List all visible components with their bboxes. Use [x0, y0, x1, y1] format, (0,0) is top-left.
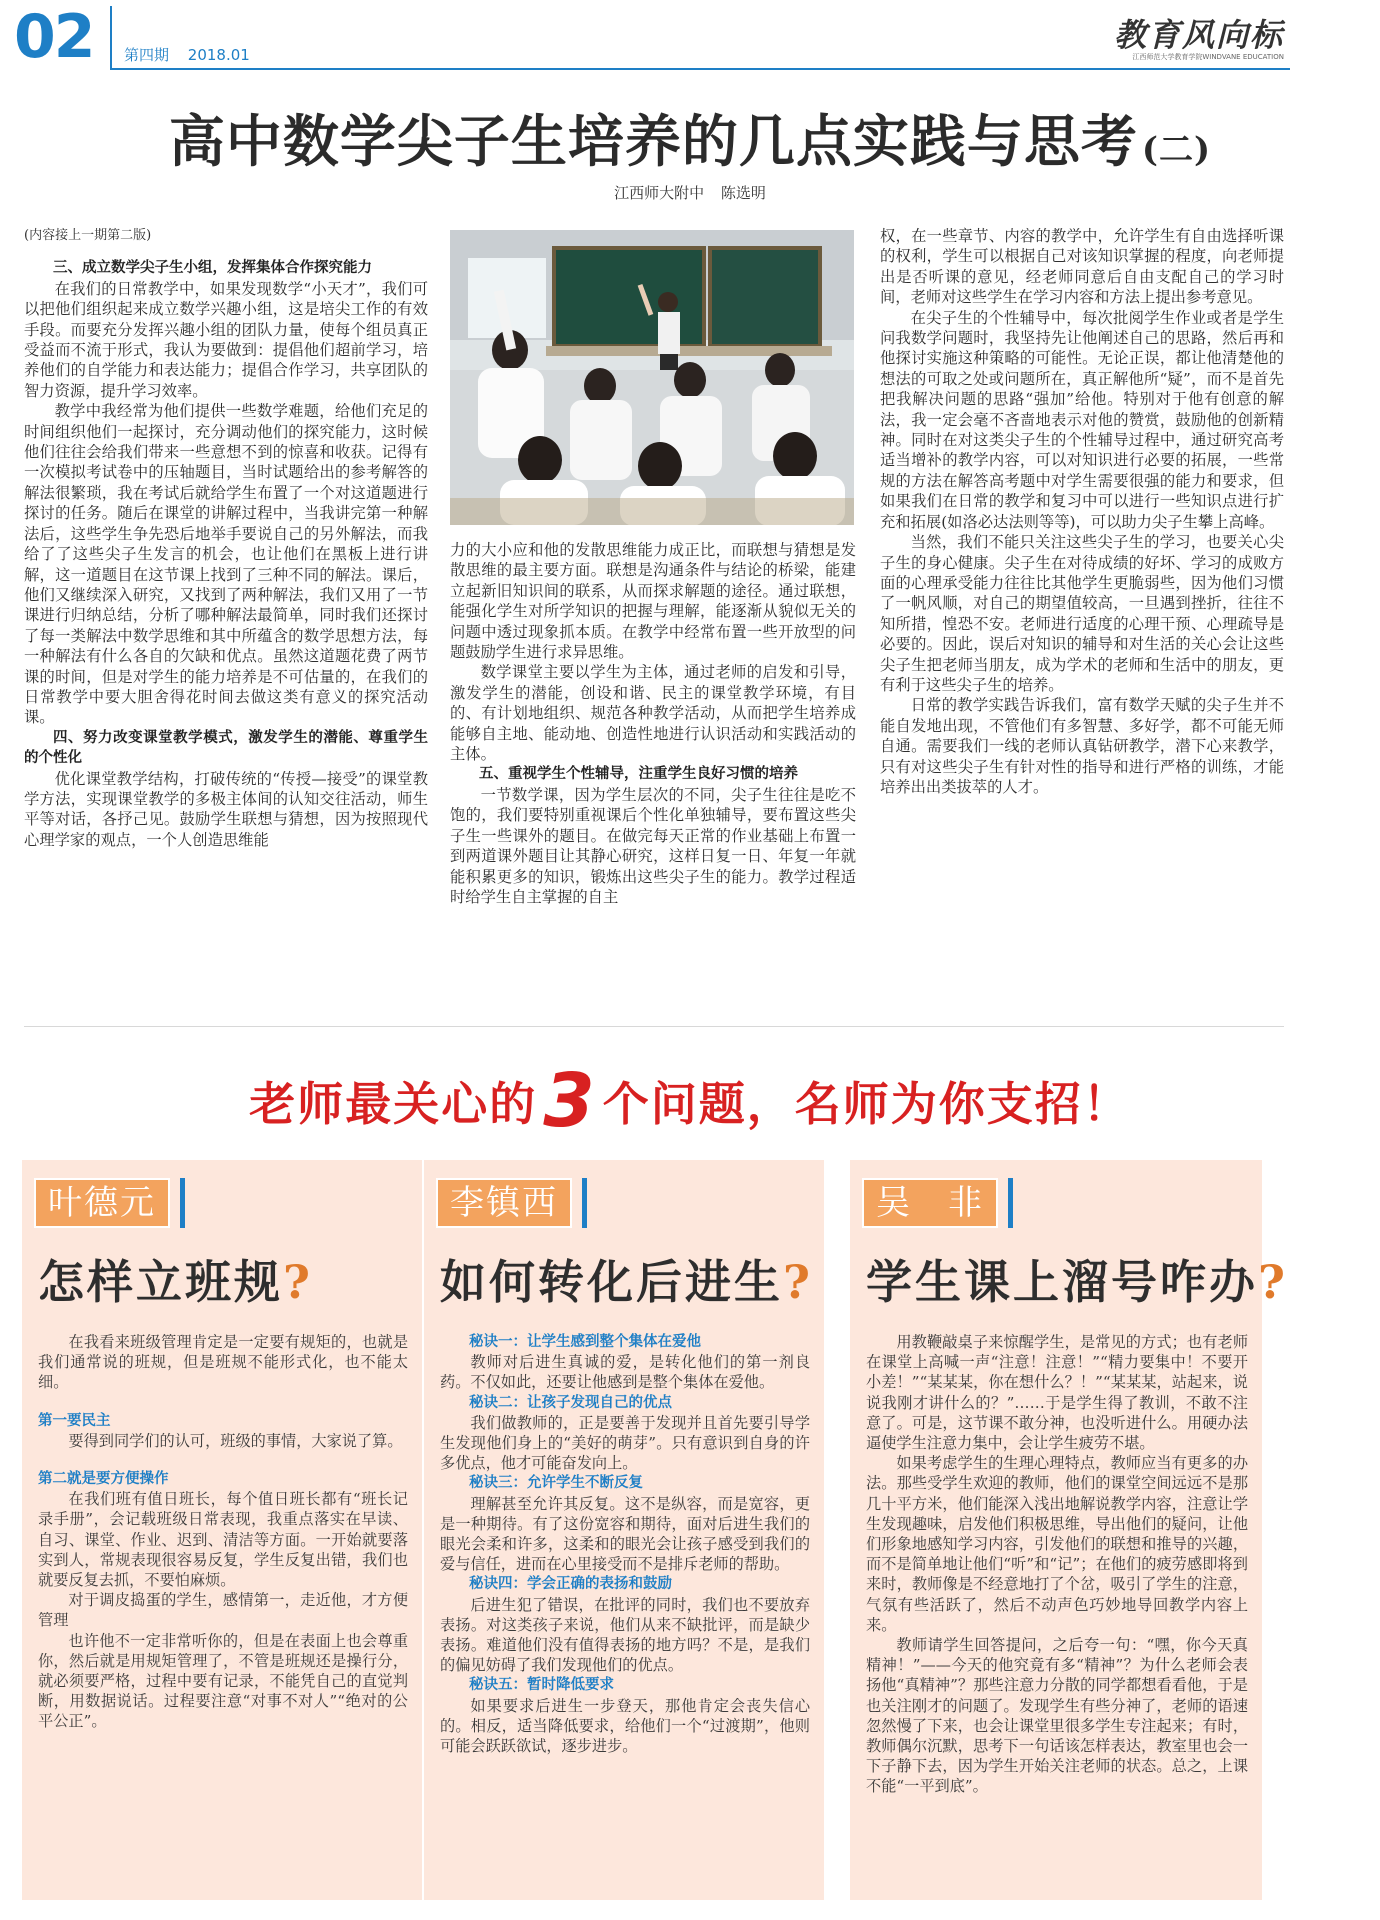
column-1-content [24, 258, 428, 850]
card-body [866, 1332, 1248, 1797]
column-2-content [450, 540, 856, 907]
issue-date: 2018.01 [187, 46, 250, 64]
card-title-text: 如何转化后进生 [440, 1255, 783, 1309]
page-number: 02 [14, 2, 94, 72]
advice-card-3 [850, 1160, 1288, 1900]
section-heading: 五、重视学生个性辅导，注重学生良好习惯的培养 [479, 766, 798, 783]
banner-after: 个问题，名师为你支招！ [602, 1077, 1131, 1131]
article-title-suffix: (二) [1141, 130, 1212, 170]
card-author-tag: 吴 非 [862, 1178, 998, 1228]
banner-number: 3 [543, 1058, 597, 1144]
paragraph: 力的大小应和他的发散思维能力成正比，而联想与猜想是发散思维的最主要方面。联想是沟通条件与结论的桥梁，能建立起新旧知识间的联系，从而探求解题的途径。通过联想，能强化学生对所学知识的把握与理解，能逐渐从貌似无关的问题中透过现象抓本质。在教学中经常布置一些开放型的问题鼓励学生进行求异思维。 [450, 541, 856, 662]
brand-logo: 教育风向标 [1113, 16, 1284, 54]
question-mark: ? [783, 1255, 813, 1309]
feature-banner [0, 1058, 1380, 1144]
paragraph: 对于调皮捣蛋的学生，感情第一，走近他，才方便管理 [38, 1591, 408, 1630]
tag-accent-bar [180, 1178, 185, 1228]
card-body [440, 1332, 810, 1756]
card-title [866, 1246, 1288, 1312]
byline-author: 陈选明 [720, 184, 766, 202]
paragraph: 一节数学课，因为学生层次的不同，尖子生往往是吃不饱的，我们要特别重视课后个性化单独辅导，要布置这些尖子生一些课外的题目。在做完每天正常的作业基础上布置一到两道课外题目让其静心研究，这样日复一日、年复一年就能积累更多的知识，锻炼出这些尖子生的能力。教学过程适时给学生自主掌握的自主 [450, 785, 856, 906]
question-mark: ? [1258, 1255, 1288, 1309]
advice-card-2 [424, 1160, 824, 1900]
advice-card-1 [22, 1160, 422, 1900]
article-column-2 [450, 540, 856, 1004]
paragraph: 在尖子生的个性辅导中，每次批阅学生作业或者是学生问我数学问题时，我坚持先让他阐述自己的思路，然后再和他探讨实施这种策略的可能性。无论正误，都让他清楚他的想法的可取之处或问题所在，真正解他所“疑”，而不是首先把我解决问题的思路“强加”给他。特别对于他有创意的解法，我一定会毫不吝啬地表示对他的赞赏，鼓励他的创新精神。同时在对这类尖子生的个性辅导过程中，通过研究高考适当增补的教学内容，可以对知识进行必要的拓展，一些常规的方法在解答高考题中对学生需要很强的能力和要求，但如果我们在日常的教学和复习中可以进行一些知识点进行扩充和拓展(如洛必达法则等等)，可以助力尖子生攀上高峰。 [880, 308, 1284, 531]
classroom-photo [450, 230, 854, 525]
paragraph: 教师对后进生真诚的爱，是转化他们的第一剂良药。不仅如此，还要让他感到是整个集体在爱他。 [440, 1353, 810, 1392]
paragraph: 如果要求后进生一步登天，那他肯定会丧失信心的。相反，适当降低要求，给他们一个“过渡期”，他则可能会跃跃欲试，逐步进步。 [440, 1696, 810, 1756]
paragraph: 用教鞭敲桌子来惊醒学生，是常见的方式；也有老师在课堂上高喊一声“注意！注意！”“精力要集中！不要开小差！”“某某某，你在想什么？！”“某某某，站起来，说说我刚才讲什么的？”……于是学生得了教训，不敢不注意了。可是，这节课不敢分神，也没听进什么。用硬办法逼使学生注意力集中，会让学生疲劳不堪。 [866, 1333, 1248, 1453]
banner-before: 老师最关心的 [249, 1077, 538, 1131]
card-title-text: 怎样立班规 [38, 1255, 283, 1309]
brand-subtitle: 江西师范大学教育学院WINDVANE EDUCATION [1132, 53, 1284, 61]
spacer [38, 1451, 408, 1469]
paragraph: 理解甚至允许其反复。这不是纵容，而是宽容，更是一种期待。有了这份宽容和期待，面对后进生我们的眼光会柔和许多，这柔和的眼光会让孩子感受到我们的爱与信任，进而在心里接受而不是排斥老师的帮助。 [440, 1494, 810, 1574]
tag-accent-bar [1008, 1178, 1013, 1228]
paragraph: 我们做教师的，正是要善于发现并且首先要引导学生发现他们身上的“美好的萌芽”。只有意识到自身的许多优点，他才可能奋发向上。 [440, 1413, 810, 1473]
paragraph: 教师请学生回答提问，之后夸一句：“嘿，你今天真精神！”——今天的他究竟有多“精神”？为什么老师会表扬他“真精神”？那些注意力分散的同学都想看看他，于是也关注刚才的问题了。发现学生有些分神了，老师的语速忽然慢了下来，也会让课堂里很多学生专注起来；有时，教师偶尔沉默，思考下一句话该怎样表达，教室里也会一下子静下去，因为学生开始关注老师的状态。总之，上课不能“一平到底”。 [866, 1636, 1248, 1796]
paragraph: 后进生犯了错误，在批评的同时，我们也不要放弃表扬。对这类孩子来说，他们从来不缺批评，而是缺少表扬。难道他们没有值得表扬的地方吗？不是，是我们的偏见妨碍了我们发现他们的优点。 [440, 1595, 810, 1675]
tip-heading: 秘诀五：暂时降低要求 [469, 1677, 614, 1694]
tip-heading: 秘诀四：学会正确的表扬和鼓励 [469, 1576, 672, 1593]
paragraph: 当然，我们不能只关注这些尖子生的学习，也要关心尖子生的身心健康。尖子生在对待成绩的好坏、学习的成败方面的心理承受能力往往比其他学生更脆弱些，因为他们习惯了一帆风顺，对自己的期望值较高，一旦遇到挫折，往往不知所措，惶恐不安。老师进行适度的心理干预、心理疏导是必要的。因此，误后对知识的辅导和对生活的关心会让这些尖子生把老师当朋友，成为学术的老师和生活中的朋友，更有利于这些尖子生的培养。 [880, 533, 1284, 694]
paragraph: 教学中我经常为他们提供一些数学难题，给他们充足的时间组织他们一起探讨，充分调动他们的探究能力，这时候他们往往会给我们带来一些意想不到的惊喜和收获。记得有一次模拟考试卷中的压轴题目，当时试题给出的参考解答的解法很繁琐，我在考试后就给学生布置了一个对这道题进行探讨的任务。随后在课堂的讲解过程中，当我讲完第一种解法后，这些学生争先恐后地举手要说自己的另外解法，而我给了了这些尖子生发言的机会，也让他们在黑板上进行讲解，这一道题目在这节课上找到了三种不同的解法。课后，他们又继续深入研究，又找到了两种解法，我们又用了一节课进行归纳总结，分析了哪种解法最简单，同时我们还探讨了每一类解法中数学思维和其中所蕴含的数学思想方法，每一种解法有什么各自的欠缺和优点。虽然这道题花费了两节课的时间，但是对学生的能力培养是不可估量的，在我们的日常教学中要大胆舍得花时间去做这类有意义的探究活动课。 [24, 402, 428, 727]
article-title-text: 高中数学尖子生培养的几点实践与思考 [168, 109, 1138, 175]
article-column-1 [24, 226, 428, 1004]
tip-heading: 秘诀二：让孩子发现自己的优点 [469, 1394, 672, 1411]
paragraph: 优化课堂教学结构，打破传统的“传授—接受”的课堂教学方法，实现课堂教学的多极主体间的认知交往活动，师生平等对话，各抒己见。鼓励学生联想与猜想，因为按照现代心理学家的观点，一个人创造思维能 [24, 769, 428, 849]
paragraph: 权，在一些章节、内容的教学中，允许学生有自由选择听课的权利，学生可以根据自己对该知识掌握的程度，向老师提出是否听课的意见，经老师同意后自由支配自己的学习时间，老师对这些学生在学习内容和方法上提出参考意见。 [880, 227, 1284, 307]
card-author-tag: 李镇西 [436, 1178, 572, 1228]
card-body [38, 1332, 408, 1732]
section-heading: 第二就是要方便操作 [38, 1471, 169, 1488]
card-title-text: 学生课上溜号咋办 [866, 1255, 1258, 1309]
section-heading: 四、努力改变课堂教学模式，激发学生的潜能、尊重学生的个性化 [24, 729, 428, 767]
article-column-3 [880, 226, 1284, 1004]
section-heading: 三、成立数学尖子生小组，发挥集体合作探究能力 [53, 260, 372, 277]
tip-heading: 秘诀一：让学生感到整个集体在爱他 [469, 1334, 701, 1350]
paragraph: 日常的教学实践告诉我们，富有数学天赋的尖子生并不能自发地出现，不管他们有多智慧、多好学，都不可能无师自通。需要我们一线的老师认真钻研教学，潜下心来教学，只有对这些尖子生有针对性的指导和进行严格的训练，才能培养出出类拔萃的人才。 [880, 696, 1284, 796]
card-title [440, 1246, 813, 1312]
masthead-rule [110, 68, 1290, 70]
spacer [38, 1393, 408, 1411]
card-author-tag: 叶德元 [34, 1178, 170, 1228]
byline-school: 江西师大附中 [614, 184, 705, 202]
issue-info [124, 44, 264, 65]
article-title [0, 98, 1380, 178]
issue-label: 第四期 [124, 46, 170, 64]
tag-accent-bar [582, 1178, 587, 1228]
paragraph: 数学课堂主要以学生为主体，通过老师的启发和引导，激发学生的潜能，创设和谐、民主的课堂教学环境，有目的、有计划地组织、规范各种教学活动，从而把学生培养成能够自主地、能动地、创造性地进行认识活动和实践活动的主体。 [450, 663, 856, 764]
question-mark: ? [283, 1255, 313, 1309]
byline [0, 182, 1380, 203]
paragraph: 要得到同学们的认可，班级的事情，大家说了算。 [68, 1431, 403, 1450]
masthead-divider [110, 6, 112, 68]
card-title [38, 1246, 313, 1312]
paragraph: 在我们的日常教学中，如果发现数学“小天才”，我们可以把他们组织起来成立数学兴趣小组，这是培尖工作的有效手段。而要充分发挥兴趣小组的团队力量，使每个组员真正受益而不流于形式，我认为要做到：提倡他们超前学习，培养他们的自学能力和表达能力；提倡合作学习，共享团队的智力资源，提升学习效率。 [24, 279, 428, 400]
paragraph: 在我们班有值日班长，每个值日班长都有“班长记录手册”，会记载班级日常表现，我重点落实在早读、自习、课堂、作业、迟到、清洁等方面。一开始就要落实到人，常规表现很容易反复，学生反复出错，我们也就要反复去抓，不要怕麻烦。 [38, 1490, 408, 1590]
masthead [0, 0, 1380, 78]
continued-note: (内容接上一期第二版) [24, 228, 152, 243]
section-divider [24, 1026, 1284, 1027]
paragraph: 也许他不一定非常听你的，但是在表面上也会尊重你，然后就是用规矩管理了，不管是班规还是操行分，就必须要严格，过程中要有记录，不能凭自己的直觉判断，用数据说话。过程要注意“对事不对人”“绝对的公平公正”。 [38, 1631, 408, 1731]
paragraph: 如果考虑学生的生理心理特点，教师应当有更多的办法。那些受学生欢迎的教师，他们的课堂空间远远不是那几十平方米，他们能深入浅出地解说教学内容，注意让学生发现趣味，启发他们积极思维，导出他们的疑问，让他们形象地感知学习内容，引发他们的联想和推导的兴趣，而不是简单地让他们“听”和“记”；在他们的疲劳感即将到来时，教师像是不经意地打了个岔，吸引了学生的注意，气氛有些活跃了，然后不动声色巧妙地导回教学内容上来。 [866, 1454, 1248, 1634]
section-heading: 第一要民主 [38, 1412, 111, 1429]
column-3-content [880, 226, 1284, 797]
paragraph: 在我看来班级管理肯定是一定要有规矩的，也就是我们通常说的班规，但是班规不能形式化，也不能太细。 [38, 1333, 408, 1392]
tip-heading: 秘诀三：允许学生不断反复 [469, 1475, 643, 1492]
